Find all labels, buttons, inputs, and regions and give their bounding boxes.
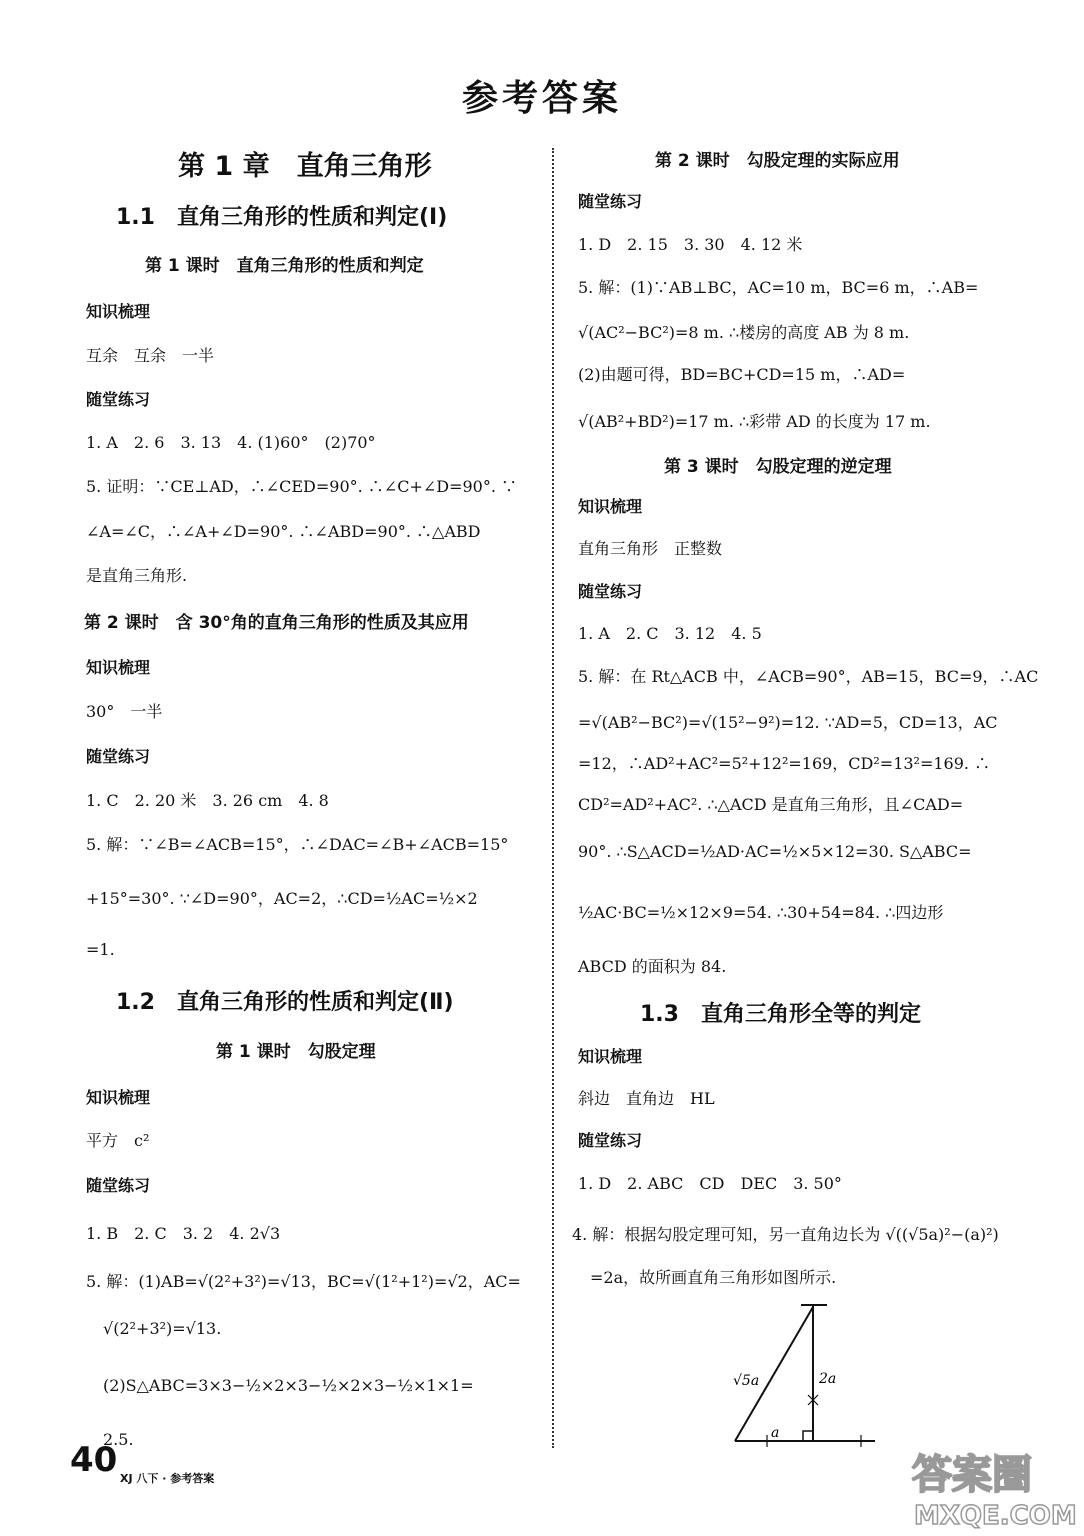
answer-line: √(2²+3²)=√13. xyxy=(103,1319,222,1338)
answer-line: 5. 解：在 Rt△ACB 中，∠ACB=90°，AB=15，BC=9，∴AC xyxy=(578,667,1039,686)
knowledge-answer: 30° 一半 xyxy=(86,702,163,721)
label-leg: 2a xyxy=(819,1371,837,1387)
answer-line: 5. 解：(1)∵AB⊥BC，AC=10 m，BC=6 m，∴AB= xyxy=(578,278,979,297)
page-title: 参考答案 xyxy=(461,78,622,119)
page-number: 40 xyxy=(70,1440,118,1480)
answer-line: 5. 解：(1)AB=√(2²+3²)=√13，BC=√(1²+1²)=√2，AC= xyxy=(86,1272,521,1291)
answer-line: (2)由题可得，BD=BC+CD=15 m，∴AD= xyxy=(578,365,906,384)
lesson-heading: 第 3 课时 勾股定理的逆定理 xyxy=(664,457,892,477)
lesson-heading: 第 2 课时 含 30°角的直角三角形的性质及其应用 xyxy=(84,613,469,633)
practice-answers: 1. A 2. 6 3. 13 4. (1)60° (2)70° xyxy=(86,433,376,452)
lesson-heading: 第 2 课时 勾股定理的实际应用 xyxy=(655,151,900,171)
practice-label: 随堂练习 xyxy=(86,1176,151,1195)
answer-line: =2a，故所画直角三角形如图所示. xyxy=(590,1268,837,1287)
answer-line: 5. 证明：∵CE⊥AD，∴∠CED=90°. ∴∠C+∠D=90°. ∵ xyxy=(86,477,518,496)
practice-label: 随堂练习 xyxy=(578,192,643,211)
practice-label: 随堂练习 xyxy=(578,1131,643,1150)
knowledge-answer: 互余 互余 一半 xyxy=(86,346,215,365)
practice-answers: 1. C 2. 20 米 3. 26 cm 4. 8 xyxy=(86,791,329,810)
answer-line: =1. xyxy=(86,940,115,959)
knowledge-label: 知识梳理 xyxy=(86,302,151,321)
practice-label: 随堂练习 xyxy=(86,747,151,766)
practice-label: 随堂练习 xyxy=(86,390,151,409)
column-divider xyxy=(552,148,554,1448)
right-triangle-figure xyxy=(715,1295,895,1455)
answer-line: √(AB²+BD²)=17 m. ∴彩带 AD 的长度为 17 m. xyxy=(578,412,931,431)
label-hypotenuse: √5a xyxy=(733,1373,760,1389)
answer-line: CD²=AD²+AC². ∴△ACD 是直角三角形，且∠CAD= xyxy=(578,795,964,814)
answer-line: ABCD 的面积为 84. xyxy=(578,957,727,976)
lesson-heading: 第 1 课时 直角三角形的性质和判定 xyxy=(145,256,424,276)
chapter-heading: 第 1 章 直角三角形 xyxy=(178,151,432,182)
knowledge-answer: 斜边 直角边 HL xyxy=(578,1089,715,1108)
practice-answers: 1. D 2. 15 3. 30 4. 12 米 xyxy=(578,235,803,254)
knowledge-label: 知识梳理 xyxy=(86,1088,151,1107)
section-heading-1-1: 1.1 直角三角形的性质和判定(Ⅰ) xyxy=(116,205,448,230)
answer-line: (2)S△ABC=3×3−½×2×3−½×2×3−½×1×1= xyxy=(103,1376,474,1395)
answer-line: 是直角三角形. xyxy=(86,566,188,585)
knowledge-label: 知识梳理 xyxy=(86,658,151,677)
practice-label: 随堂练习 xyxy=(578,582,643,601)
knowledge-answer: 平方 c² xyxy=(86,1131,150,1150)
lesson-heading: 第 1 课时 勾股定理 xyxy=(216,1042,376,1062)
answer-line: 4. 解：根据勾股定理可知，另一直角边长为 √((√5a)²−(a)²) xyxy=(572,1225,999,1244)
section-heading-1-3: 1.3 直角三角形全等的判定 xyxy=(640,1002,921,1027)
knowledge-label: 知识梳理 xyxy=(578,1047,643,1066)
label-base: a xyxy=(771,1425,780,1441)
answer-line: +15°=30°. ∵∠D=90°，AC=2，∴CD=½AC=½×2 xyxy=(86,889,478,908)
answer-line: =12，∴AD²+AC²=5²+12²=169，CD²=13²=169. ∴ xyxy=(578,754,991,773)
answer-line: 5. 解：∵∠B=∠ACB=15°，∴∠DAC=∠B+∠ACB=15° xyxy=(86,835,509,854)
answer-line: 90°. ∴S△ACD=½AD·AC=½×5×12=30. S△ABC= xyxy=(578,842,972,861)
answer-line: ∠A=∠C，∴∠A+∠D=90°. ∴∠ABD=90°. ∴△ABD xyxy=(86,522,481,541)
section-heading-1-2: 1.2 直角三角形的性质和判定(Ⅱ) xyxy=(116,990,454,1015)
practice-answers: 1. D 2. ABC CD DEC 3. 50° xyxy=(578,1174,842,1193)
watermark-top: 答案圈 xyxy=(912,1452,1032,1498)
knowledge-label: 知识梳理 xyxy=(578,497,643,516)
practice-answers: 1. A 2. C 3. 12 4. 5 xyxy=(578,624,762,643)
answer-line: =√(AB²−BC²)=√(15²−9²)=12. ∵AD=5，CD=13，AC xyxy=(578,713,998,732)
answer-line: √(AC²−BC²)=8 m. ∴楼房的高度 AB 为 8 m. xyxy=(578,323,910,342)
knowledge-answer: 直角三角形 正整数 xyxy=(578,539,723,558)
practice-answers: 1. B 2. C 3. 2 4. 2√3 xyxy=(86,1224,281,1243)
answer-line: 2.5. xyxy=(103,1430,134,1449)
watermark-logo xyxy=(890,1440,1080,1530)
footer-text: XJ 八下 · 参考答案 xyxy=(120,1472,215,1485)
watermark-bottom: MXQE.COM xyxy=(914,1501,1077,1530)
answer-line: ½AC·BC=½×12×9=54. ∴30+54=84. ∴四边形 xyxy=(578,903,944,922)
